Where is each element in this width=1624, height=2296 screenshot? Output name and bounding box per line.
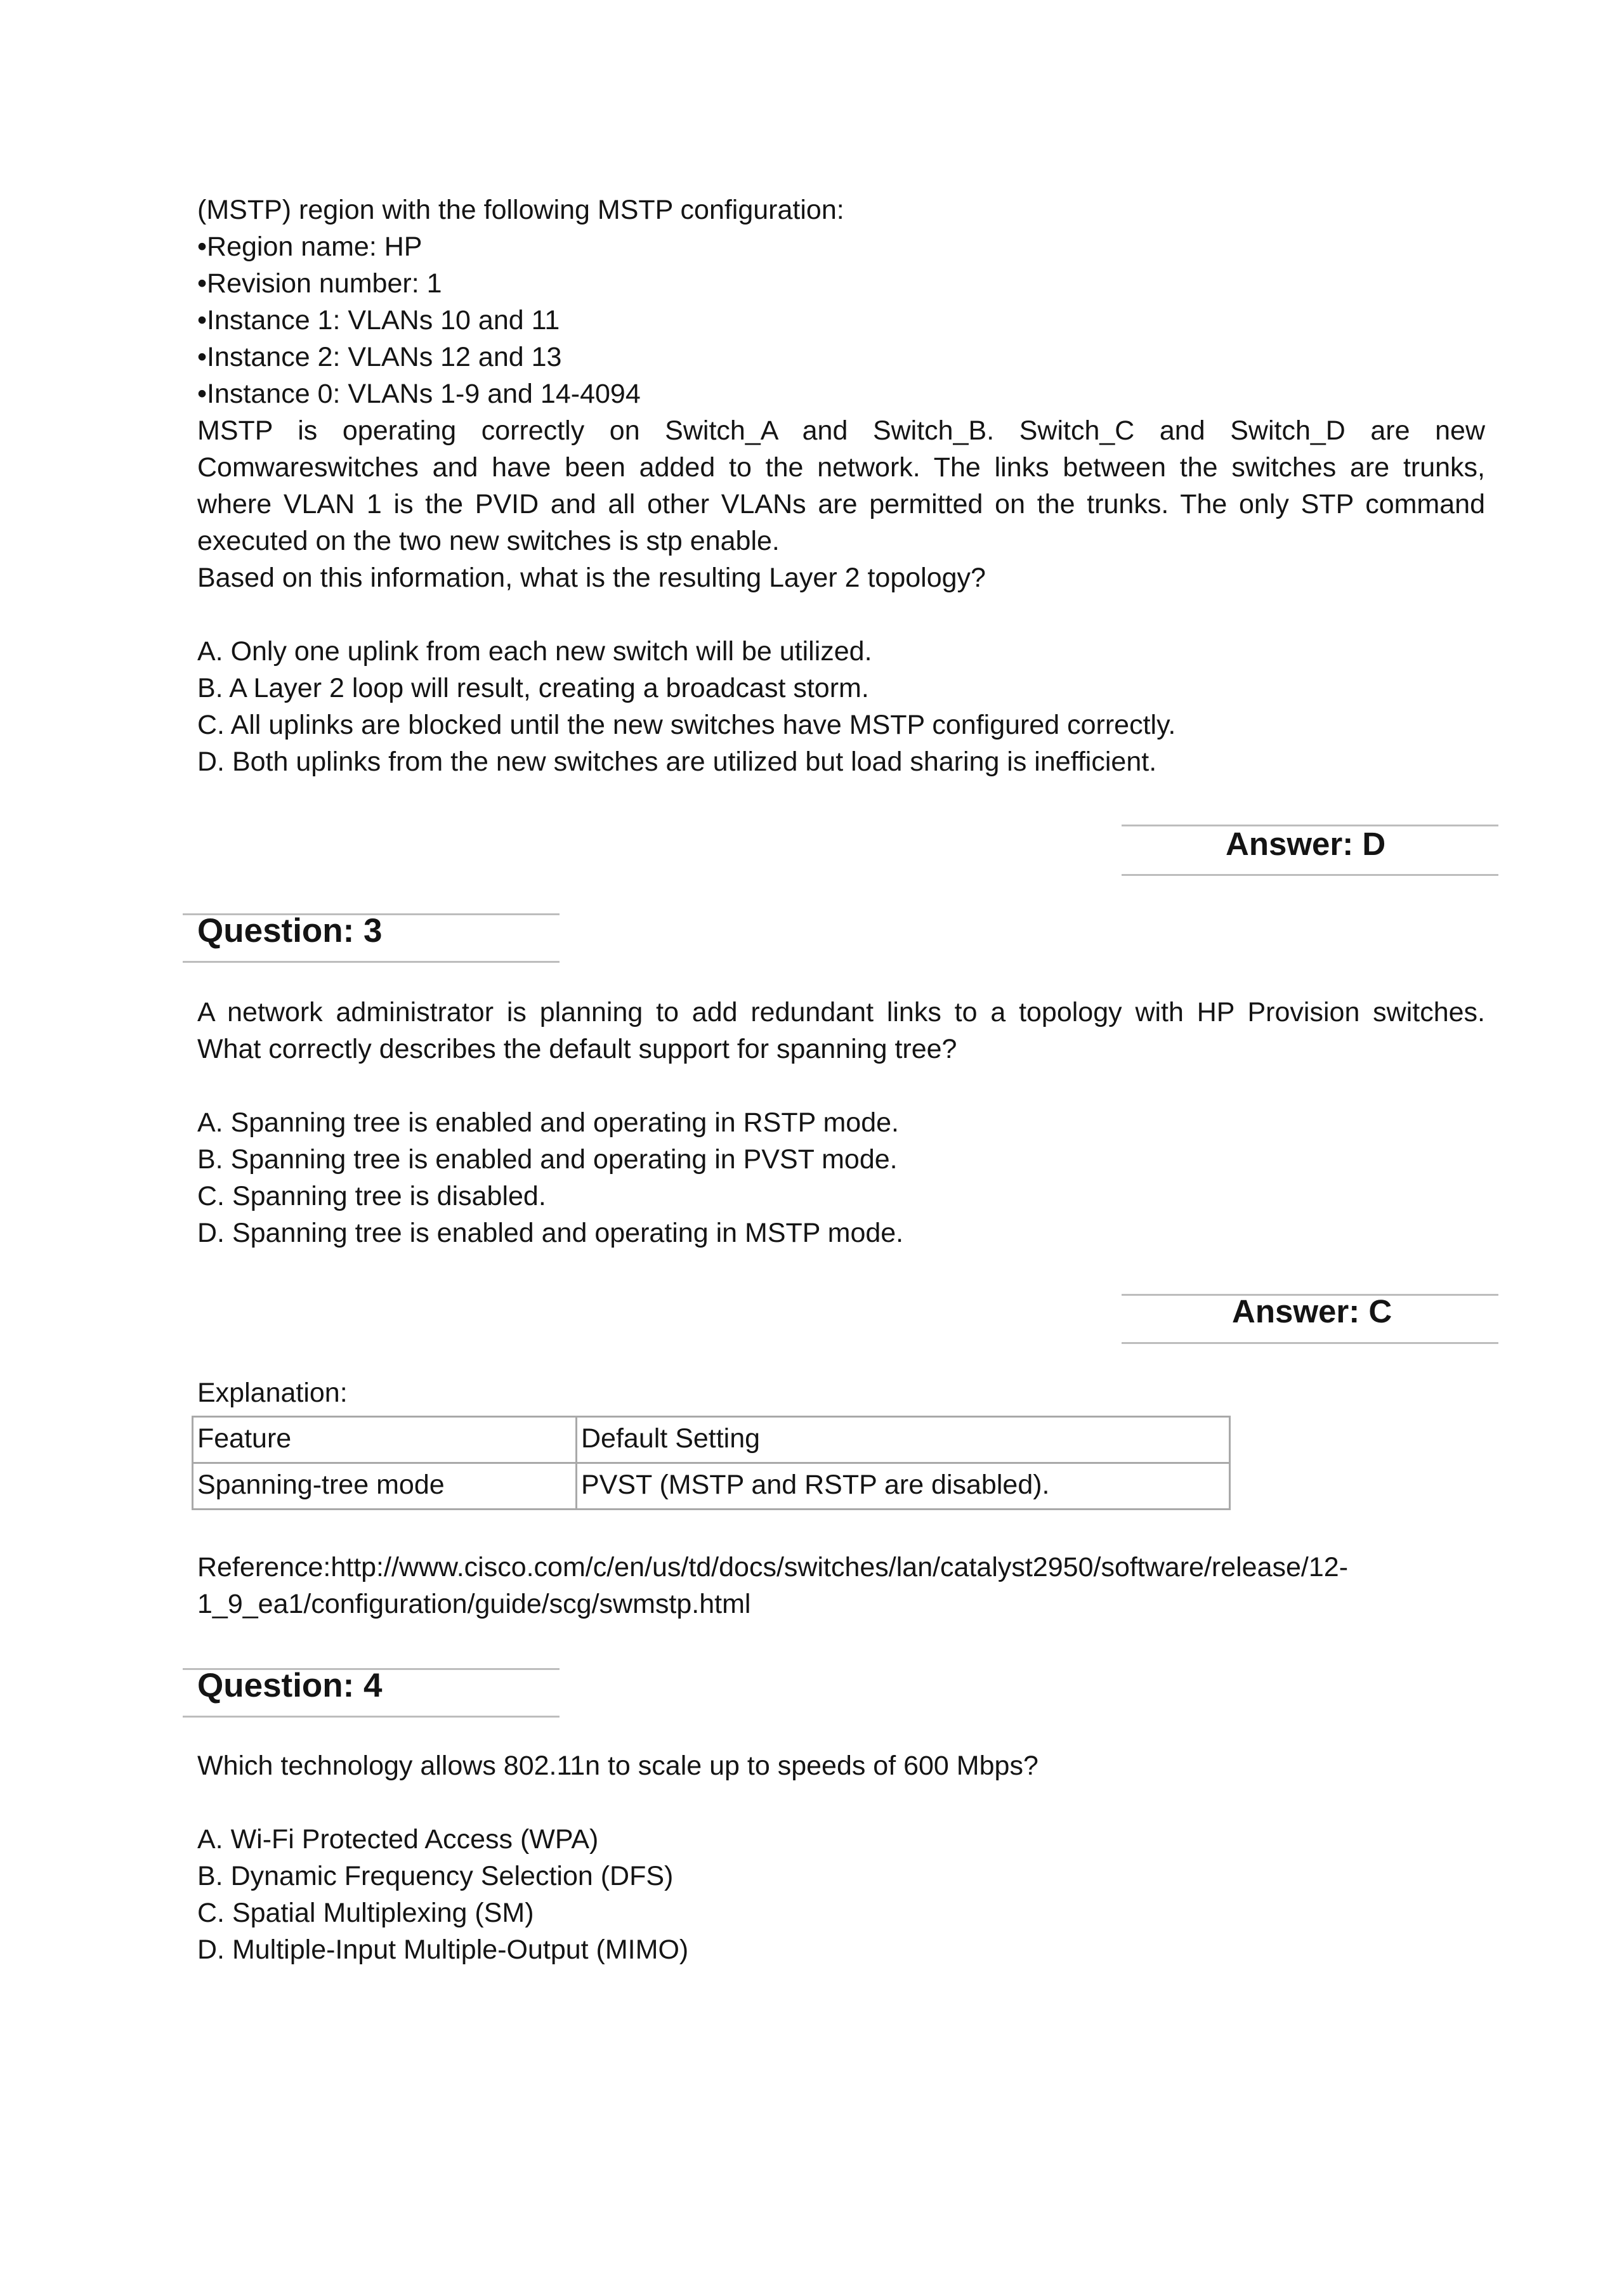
q2-option-b: B. A Layer 2 loop will result, creating a broadcast storm. bbox=[197, 673, 869, 703]
q3-answer-rule-bottom bbox=[1122, 1342, 1498, 1344]
q2-option-a: A. Only one uplink from each new switch will be utilized. bbox=[197, 636, 872, 667]
q4-option-c: C. Spatial Multiplexing (SM) bbox=[197, 1898, 534, 1928]
q2-bullet-instance-1: •Instance 1: VLANs 10 and 11 bbox=[197, 305, 560, 336]
q3-heading-rule-bottom bbox=[183, 961, 560, 963]
q4-option-d: D. Multiple-Input Multiple-Output (MIMO) bbox=[197, 1934, 689, 1965]
q2-body-line-2: Comwareswitches and have been added to the network. The links between the switches are trunks, bbox=[197, 452, 1485, 483]
q3-option-a: A. Spanning tree is enabled and operating in RSTP mode. bbox=[197, 1107, 899, 1138]
table-cell-default-setting: PVST (MSTP and RSTP are disabled). bbox=[577, 1463, 1230, 1510]
q2-answer-rule-bottom bbox=[1122, 874, 1498, 876]
q3-heading: Question: 3 bbox=[197, 912, 383, 949]
q4-option-a: A. Wi-Fi Protected Access (WPA) bbox=[197, 1824, 599, 1855]
q2-body-line-4: executed on the two new switches is stp enable. bbox=[197, 526, 780, 556]
q3-reference-line-2: 1_9_ea1/configuration/guide/scg/swmstp.html bbox=[197, 1589, 751, 1619]
q2-body-line-3: where VLAN 1 is the PVID and all other VLANs are permitted on the trunks. The only STP command bbox=[197, 489, 1485, 519]
q4-option-b: B. Dynamic Frequency Selection (DFS) bbox=[197, 1861, 674, 1891]
q3-body-line-1: A network administrator is planning to add redundant links to a topology with HP Provision switches. bbox=[197, 997, 1485, 1027]
q2-body-line-1: MSTP is operating correctly on Switch_A and Switch_B. Switch_C and Switch_D are new bbox=[197, 415, 1485, 446]
q2-intro: (MSTP) region with the following MSTP configuration: bbox=[197, 195, 844, 225]
table-header-feature: Feature bbox=[193, 1417, 577, 1463]
table-row bbox=[193, 1463, 1230, 1510]
q4-heading-rule-bottom bbox=[183, 1716, 560, 1718]
q2-bullet-instance-2: •Instance 2: VLANs 12 and 13 bbox=[197, 342, 562, 372]
table-header-row bbox=[193, 1417, 1230, 1463]
q3-option-c: C. Spanning tree is disabled. bbox=[197, 1181, 546, 1211]
q3-explanation-label: Explanation: bbox=[197, 1378, 348, 1408]
q2-option-d: D. Both uplinks from the new switches are utilized but load sharing is inefficient. bbox=[197, 747, 1157, 777]
q2-bullet-region: •Region name: HP bbox=[197, 232, 422, 262]
q3-body-line-2: What correctly describes the default support for spanning tree? bbox=[197, 1034, 957, 1064]
q4-body: Which technology allows 802.11n to scale up to speeds of 600 Mbps? bbox=[197, 1751, 1038, 1781]
q2-question-text: Based on this information, what is the resulting Layer 2 topology? bbox=[197, 563, 986, 593]
q2-bullet-instance-0: •Instance 0: VLANs 1-9 and 14-4094 bbox=[197, 379, 641, 409]
table-header-default-setting: Default Setting bbox=[577, 1417, 1230, 1463]
q2-answer: Answer: D bbox=[1226, 826, 1386, 862]
table-cell-feature: Spanning-tree mode bbox=[193, 1463, 577, 1510]
q3-option-d: D. Spanning tree is enabled and operating in MSTP mode. bbox=[197, 1218, 904, 1248]
q2-bullet-revision: •Revision number: 1 bbox=[197, 268, 442, 299]
q2-option-c: C. All uplinks are blocked until the new switches have MSTP configured correctly. bbox=[197, 710, 1176, 740]
q4-heading: Question: 4 bbox=[197, 1667, 383, 1704]
q3-reference-line-1: Reference:http://www.cisco.com/c/en/us/td/docs/switches/lan/catalyst2950/software/release/12- bbox=[197, 1552, 1349, 1582]
q3-explanation-table bbox=[192, 1416, 1231, 1510]
q3-answer: Answer: C bbox=[1232, 1293, 1392, 1329]
q3-option-b: B. Spanning tree is enabled and operating in PVST mode. bbox=[197, 1144, 898, 1175]
